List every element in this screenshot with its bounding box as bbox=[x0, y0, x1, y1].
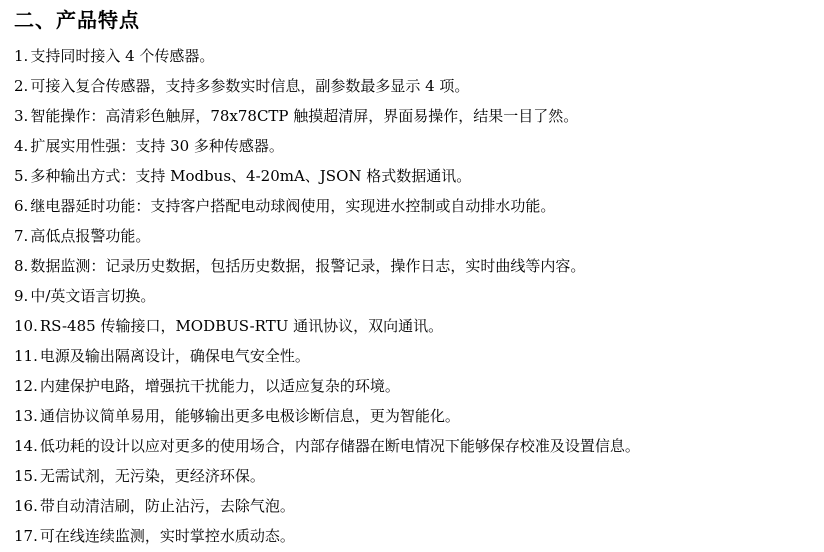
item-number: 10. bbox=[14, 317, 38, 335]
item-number: 16. bbox=[14, 497, 38, 515]
item-text: 继电器延时功能：支持客户搭配电动球阀使用，实现进水控制或自动排水功能。 bbox=[30, 197, 556, 215]
item-text: 内建保护电路，增强抗干扰能力，以适应复杂的环境。 bbox=[39, 377, 400, 395]
item-number: 13. bbox=[14, 407, 38, 425]
item-number: 15. bbox=[14, 467, 38, 485]
item-text: 可接入复合传感器，支持多参数实时信息，副参数最多显示 4 项。 bbox=[30, 77, 470, 95]
feature-item bbox=[14, 191, 810, 221]
feature-item bbox=[14, 221, 810, 251]
item-text: 扩展实用性强：支持 30 多种传感器。 bbox=[30, 137, 284, 155]
item-number: 2. bbox=[14, 77, 29, 95]
item-text: 可在线连续监测，实时掌控水质动态。 bbox=[39, 527, 295, 545]
item-number: 4. bbox=[14, 137, 29, 155]
item-number: 3. bbox=[14, 107, 29, 125]
item-number: 5. bbox=[14, 167, 29, 185]
item-number: 12. bbox=[14, 377, 38, 395]
item-text: 高低点报警功能。 bbox=[30, 227, 151, 245]
item-number: 8. bbox=[14, 257, 29, 275]
item-number: 14. bbox=[14, 437, 38, 455]
feature-item bbox=[14, 281, 810, 311]
item-number: 11. bbox=[14, 347, 38, 365]
feature-item bbox=[14, 341, 810, 371]
item-text: 数据监测：记录历史数据，包括历史数据，报警记录，操作日志，实时曲线等内容。 bbox=[30, 257, 586, 275]
item-text: 无需试剂，无污染，更经济环保。 bbox=[39, 467, 265, 485]
feature-item bbox=[14, 131, 810, 161]
item-text: 低功耗的设计以应对更多的使用场合，内部存储器在断电情况下能够保存校准及设置信息。 bbox=[39, 437, 640, 455]
feature-item bbox=[14, 41, 810, 71]
item-number: 7. bbox=[14, 227, 29, 245]
item-number: 9. bbox=[14, 287, 29, 305]
item-number: 6. bbox=[14, 197, 29, 215]
feature-item bbox=[14, 431, 810, 461]
item-text: RS-485 传输接口，MODBUS-RTU 通讯协议，双向通讯。 bbox=[39, 317, 444, 335]
item-text: 带自动清洁刷，防止沾污，去除气泡。 bbox=[39, 497, 295, 515]
feature-item bbox=[14, 311, 810, 341]
feature-item bbox=[14, 161, 810, 191]
feature-item bbox=[14, 491, 810, 521]
feature-list bbox=[14, 41, 810, 551]
item-text: 电源及输出隔离设计，确保电气安全性。 bbox=[39, 347, 310, 365]
item-text: 支持同时接入 4 个传感器。 bbox=[30, 47, 215, 65]
item-number: 17. bbox=[14, 527, 38, 545]
feature-item bbox=[14, 371, 810, 401]
feature-item bbox=[14, 521, 810, 551]
item-number: 1. bbox=[14, 47, 29, 65]
item-text: 多种输出方式：支持 Modbus、4-20mA、JSON 格式数据通讯。 bbox=[30, 167, 472, 185]
feature-item bbox=[14, 251, 810, 281]
feature-item bbox=[14, 101, 810, 131]
page-title: 二、产品特点 bbox=[14, 8, 140, 32]
item-text: 智能操作：高清彩色触屏，78x78CTP 触摸超清屏，界面易操作，结果一目了然。 bbox=[30, 107, 579, 125]
feature-item bbox=[14, 461, 810, 491]
feature-item bbox=[14, 71, 810, 101]
item-text: 中/英文语言切换。 bbox=[30, 287, 156, 305]
item-text: 通信协议简单易用，能够输出更多电极诊断信息，更为智能化。 bbox=[39, 407, 460, 425]
feature-item bbox=[14, 401, 810, 431]
